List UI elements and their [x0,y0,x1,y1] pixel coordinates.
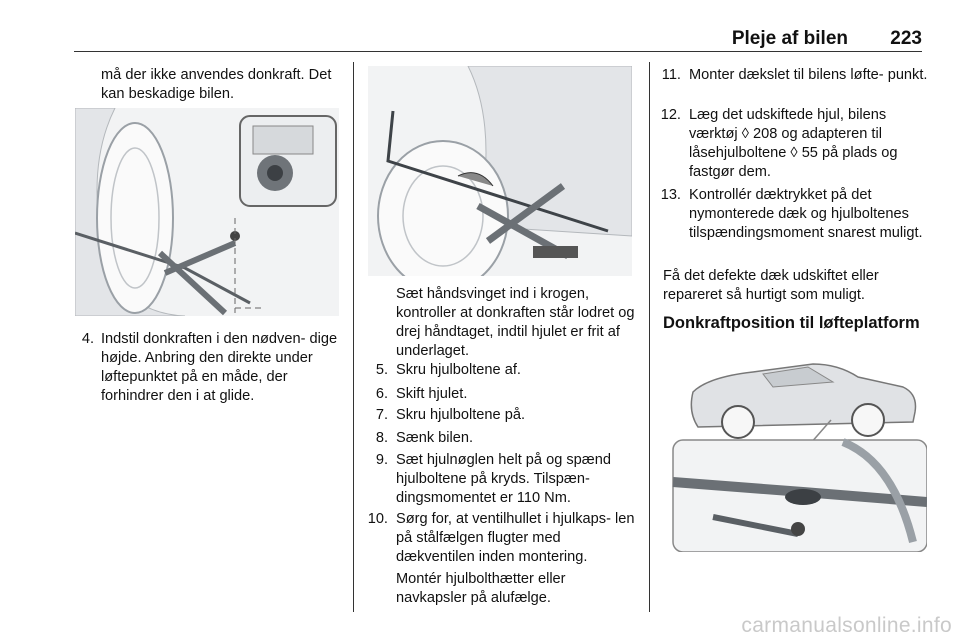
step-10-number: 10. [367,511,388,527]
crank-handle-figure [368,66,632,276]
step-5-number: 5. [375,362,388,378]
lift-platform-heading: Donkraftposition til løfteplatform [663,314,920,332]
column-divider-2 [649,62,650,612]
step-8-number: 8. [375,430,388,446]
lift-platform-figure [663,342,927,552]
column-divider-1 [353,62,354,612]
step-9-text: Sæt hjulnøglen helt på og spænd hjulboltene på kryds. Tilspæn- dingsmomentet er 110 Nm. [396,452,611,506]
page-header-title: Pleje af bilen [731,28,848,49]
step-6-number: 6. [375,386,388,402]
step-6-text: Skift hjulet. [396,386,468,402]
step-12-number: 12. [660,107,681,123]
step-5-text: Skru hjulboltene af. [396,362,521,378]
step-9-number: 9. [375,452,388,468]
step-10-extra: Montér hjulbolthætter eller navkapsler på alufælge. [396,571,566,606]
watermark: carmanualsonline.info [741,614,952,637]
step-7-number: 7. [375,407,388,423]
step-10-text: Sørg for, at ventilhullet i hjulkaps- len på stålfælgen flugter med dækventilen inden montering. [396,511,635,565]
step-4-number: 4. [81,331,94,347]
step-7-text: Skru hjulboltene på. [396,407,525,423]
step-13-text: Kontrollér dæktrykket på det nymonterede dæk og hjulboltenes tilspændingsmoment snarest muligt. [689,187,923,241]
page-number: 223 [890,28,922,49]
step-4-text: Indstil donkraften i den nødven- dige højde. Anbring den direkte under løftepunktet på en måde, der forhindrer den i at glide. [101,331,338,404]
step-8-text: Sænk bilen. [396,430,474,446]
jack-placement-figure [75,108,339,316]
crank-caption: Sæt håndsvinget ind i krogen, kontroller at donkraften står lodret og drej håndtaget, indtil hjulet er frit af underlaget. [396,286,635,359]
step-11-text: Monter dækslet til bilens løfte- punkt. [689,67,928,83]
step-11-number: 11. [661,67,681,83]
repair-note: Få det defekte dæk udskiftet eller repareret så hurtigt som muligt. [663,268,879,303]
intro-text: må der ikke anvendes donkraft. Det kan beskadige bilen. [101,67,332,102]
step-13-number: 13. [660,187,681,203]
header-rule [74,51,922,52]
step-12-text: Læg det udskiftede hjul, bilens værktøj ◊ 208 og adapteren til låsehjulboltene ◊ 55 på plads og fastgør dem. [689,107,898,180]
